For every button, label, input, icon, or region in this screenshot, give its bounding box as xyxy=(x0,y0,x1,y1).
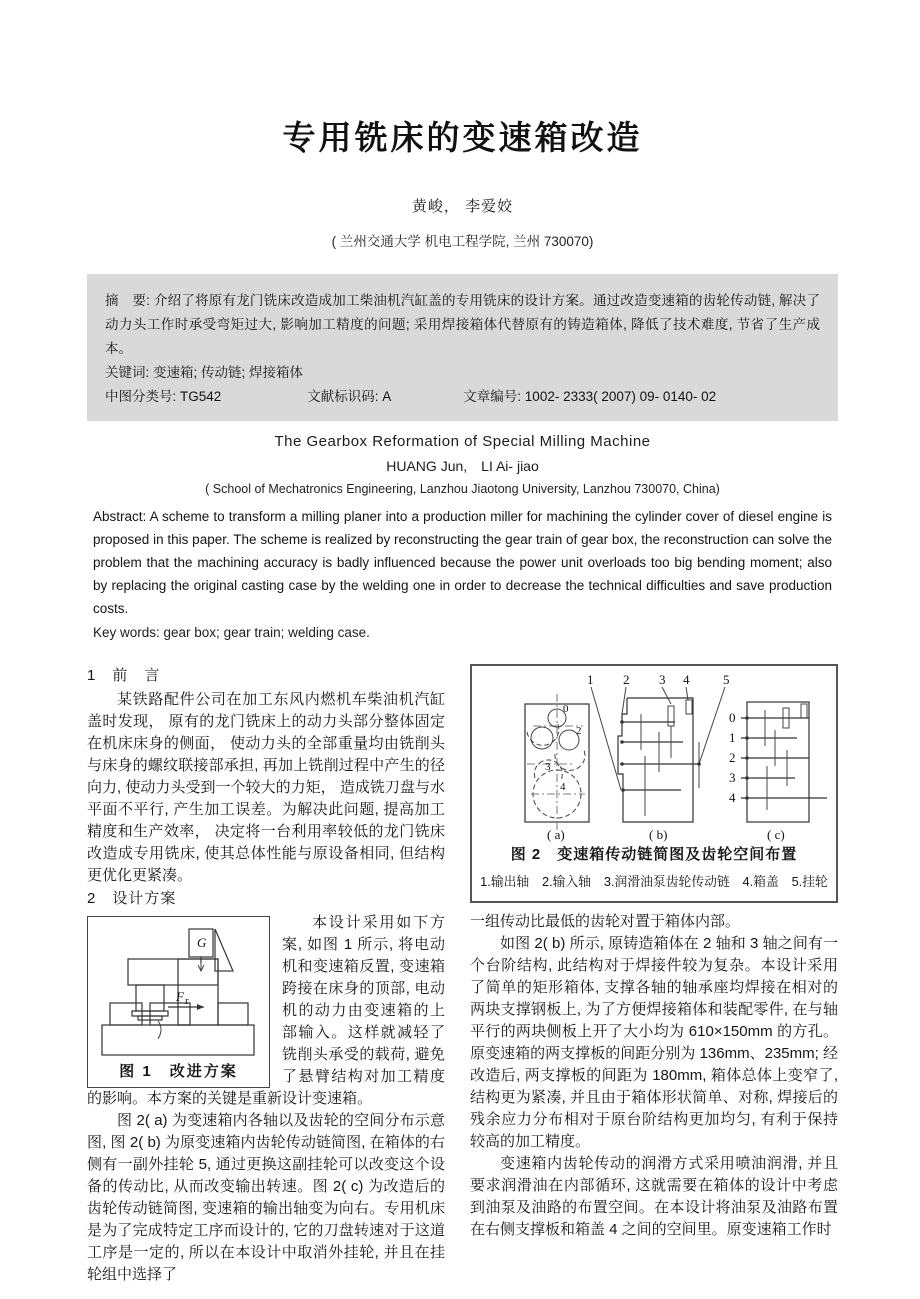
figure-2-sublabel-b: ( b) xyxy=(649,827,668,842)
paper-title: 专用铣床的变速箱改造 xyxy=(282,119,643,156)
section-1-paragraph: 某铁路配件公司在加工东风内燃机车柴油机汽缸盖时发现， 原有的龙门铣床上的动力头部分整体固定在机床床身的侧面， 使动力头的全部重量均由铣削头与床身的螺纹联接部承担, 再加上铣削过程中产生的径向力, 使动力头受到一个较大的力矩， 造成铣刀盘与水平面不平行, 产生加工误差。为解决此问题, 提高加工精度和生产效率， 决定将一台利用率较低的龙门铣床改造成专用铣床, 使其总体性能与原设备相同, 但结构更优化更紧凑。 xyxy=(87,691,445,884)
figure-2a-gear-label-2: 2 xyxy=(576,725,582,737)
figure-2-caption-block xyxy=(475,844,833,893)
section-2-paragraph-5: 变速箱内齿轮传动的润滑方式采用喷油润滑, 并且要求润滑油在内部循环, 这就需要在箱体的设计中考虑到油泵及油路的布置空间。在本设计将油泵及油路布置在右侧支撑板和箱盖 4 之间的空间里。原变速箱工作时 xyxy=(470,1155,838,1238)
figure-2a-gear-label-4: 4 xyxy=(560,781,566,793)
figure-2-legend: 1.输出轴 2.输入轴 3.润滑油泵齿轮传动链 4.箱盖 5.挂轮 xyxy=(480,874,828,889)
section-2-paragraph-1: 本设计采用如下方案, 如图 1 所示, 将电动机和变速箱反置, 变速箱跨接在床身的顶部, 电动机的动力由变速箱的上部输入。这样就减轻了铣削头承受的载荷, 避免了悬臂结构对加工精度的影响。本方案的关键是重新设计变速箱。 xyxy=(87,914,445,1107)
section-2-paragraph-2: 图 2( a) 为变速箱内各轴以及齿轮的空间分布示意图, 图 2( b) 为原变速箱内齿轮传动链简图, 在箱体的右侧有一副外挂轮 5, 通过更换这副挂轮可以改变这个设备的传动比, 从而改变输出转速。图 2( c) 为改造后的齿轮传动链简图, 变速箱的输出轴变为向右。专用机床是为了完成特定工序而设计的, 它的刀盘转速对于这道工序是一定的, 所以在本设计中取消外挂轮, 并且在挂轮组中选择了 xyxy=(87,1112,445,1283)
figure-2-drawing xyxy=(475,670,833,842)
figure-2c-axis-label-1: 1 xyxy=(729,730,736,745)
clc-number: 中图分类号: TG542 xyxy=(105,389,222,404)
figure-2c-axis-label-3: 3 xyxy=(729,770,736,785)
section-2-paragraph-4: 如图 2( b) 所示, 原铸造箱体在 2 轴和 3 轴之间有一个台阶结构, 此结构对于焊接件较为复杂。本设计采用了简单的矩形箱体, 支撑各轴的轴承座均焊接在相对的两块支撑钢板上, 为了方便焊接箱体和装配零件, 在与轴平行的两块侧板上开了大小均为 610×150mm 的方孔。原变速箱的两支撑板的间距分别为 136mm、235mm; 经改造后, 两支撑板的间距为 180mm, 箱体总体上变窄了, 结构更为紧凑, 并且由于箱体形状简单、对称, 焊接后的残余应力分布相对于原台阶结构更加均匀, 有利于保持较高的加工精度。 xyxy=(470,935,838,1150)
figure-2-caption: 图 2 变速箱传动链简图及齿轮空间布置 xyxy=(510,846,798,863)
figure-1 xyxy=(87,916,270,1088)
authors-line: 黄峻， 李爱姣 xyxy=(411,198,514,215)
section-2-paragraph-3: 一组传动比最低的齿轮对置于箱体内部。 xyxy=(470,913,741,930)
figure-2-sublabel-a: ( a) xyxy=(547,827,565,842)
document-code: 文献标识码: A xyxy=(307,389,392,404)
cn-meta-row xyxy=(105,385,820,409)
figure-2c-axis-label-0: 0 xyxy=(729,710,736,725)
right-column xyxy=(470,664,838,1286)
figure-2c-axis-label-2: 2 xyxy=(729,750,736,765)
affiliation-line: ( 兰州交通大学 机电工程学院, 兰州 730070) xyxy=(331,234,594,249)
two-column-body xyxy=(87,664,838,1286)
en-affiliation: ( School of Mechatronics Engineering, Lanzhou Jiaotong University, Lanzhou 730070, China) xyxy=(205,482,720,496)
figure-2-part-label-1: 1 xyxy=(587,672,594,687)
cn-abstract-text: 摘 要: 介绍了将原有龙门铣床改造成加工柴油机汽缸盖的专用铣床的设计方案。通过改造变速箱的齿轮传动链, 解决了动力头工作时承受弯矩过大, 影响加工精度的问题; 采用焊接箱体代替原有的铸造箱体, 降低了技术难度, 节省了生产成本。 xyxy=(105,293,820,356)
figure-1-text-wrap xyxy=(87,912,445,1110)
figure-2-part-label-2: 2 xyxy=(623,672,630,687)
en-authors: HUANG Jun, LI Ai- jiao xyxy=(386,458,539,474)
section-2-heading: 2 设计方案 xyxy=(87,890,177,907)
en-abstract-text: Abstract: A scheme to transform a milling planer into a production miller for machining the cylinder cover of diesel engine is proposed in this paper. The scheme is realized by reconstructing the gear train of gear box, the reconstruction can solve the problem that the machining accuracy is badly influenced because the power unit overloads too big bending moment; also by replacing the original casting case by the welding one in order to decrease the technical difficulties and save production costs. xyxy=(93,509,832,616)
figure-1-label-f-sub: r xyxy=(185,995,189,1007)
chinese-abstract-box xyxy=(87,274,838,421)
figure-2-part-label-5: 5 xyxy=(723,672,730,687)
figure-2-part-label-3: 3 xyxy=(659,672,666,687)
section-1-heading: 1 前 言 xyxy=(87,667,161,684)
left-column xyxy=(87,664,445,1286)
english-header-block xyxy=(87,433,838,644)
figure-2-sublabel-c: ( c) xyxy=(767,827,785,842)
cn-keywords-line: 关键词: 变速箱; 传动链; 焊接箱体 xyxy=(105,365,304,380)
figure-2 xyxy=(470,664,838,903)
figure-1-label-g: G xyxy=(197,935,207,950)
figure-1-label-f: F xyxy=(176,989,184,1004)
figure-2c-axis-label-4: 4 xyxy=(729,790,736,805)
figure-2a-gear-label-3: 3 xyxy=(545,761,551,773)
figure-2-part-label-4: 4 xyxy=(683,672,690,687)
figure-1-caption: 图 1 改进方案 xyxy=(119,1063,238,1080)
article-id: 文章编号: 1002- 2333( 2007) 09- 0140- 02 xyxy=(463,389,717,404)
en-keywords-line: Key words: gear box; gear train; welding case. xyxy=(93,625,370,640)
figure-1-drawing xyxy=(88,919,269,1061)
figure-2a-gear-label-0: 0 xyxy=(563,703,569,715)
en-title: The Gearbox Reformation of Special Milling Machine xyxy=(274,433,651,450)
